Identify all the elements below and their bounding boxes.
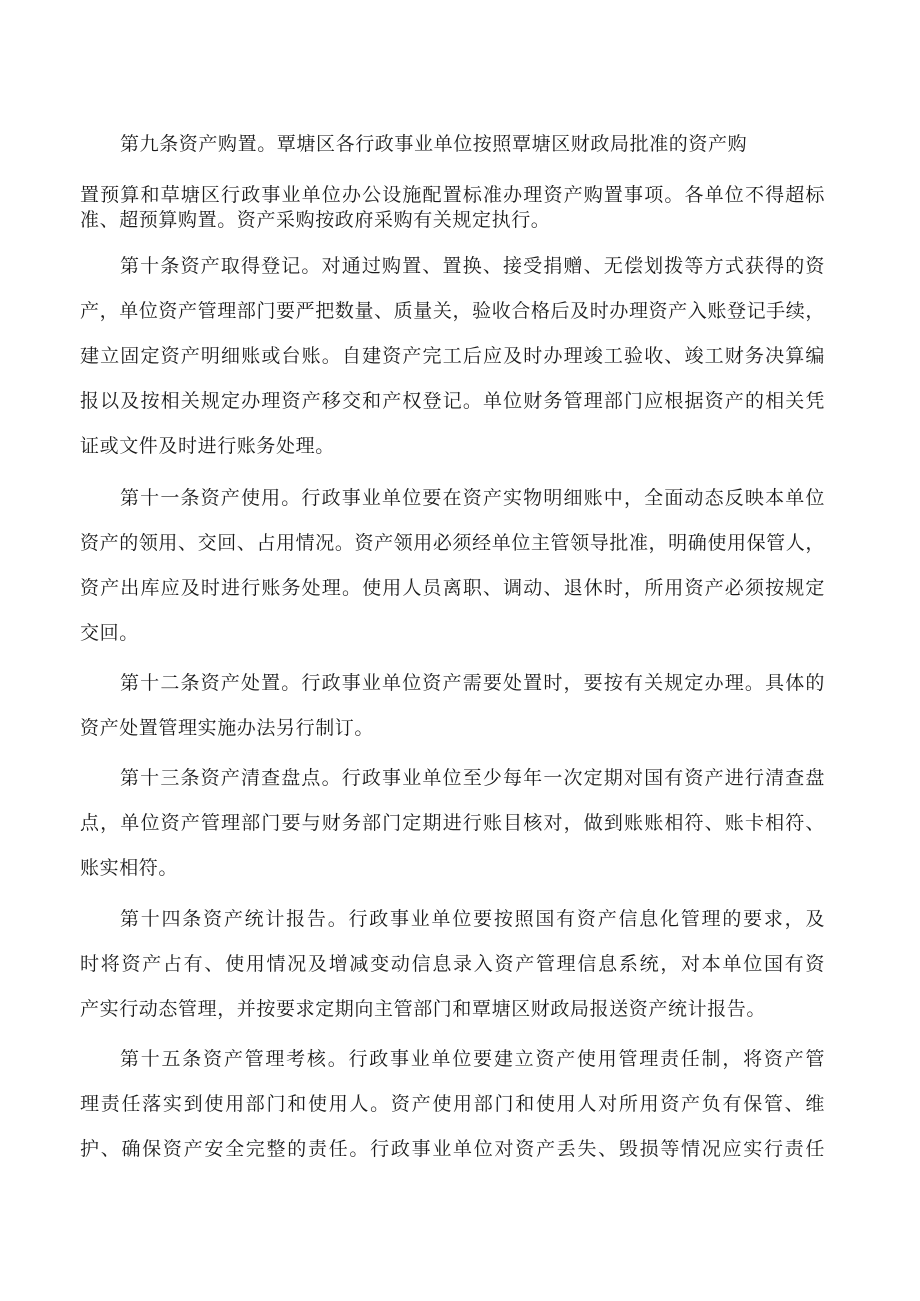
article-10-line-5: 证或文件及时进行账务处理。 [80,435,335,457]
article-13-line-1: 第十三条资产清查盘点。行政事业单位至少每年一次定期对国有资产进行清查盘 [120,767,825,789]
article-11-line-4: 交回。 [80,622,139,644]
article-13-line-2: 点，单位资产管理部门要与财务部门定期进行账目核对，做到账账相符、账卡相符、 [80,812,825,834]
article-15-line-2: 理责任落实到使用部门和使用人。资产使用部门和使用人对所用资产负有保管、维 [80,1093,825,1115]
article-10-line-4: 报以及按相关规定办理资产移交和产权登记。单位财务管理部门应根据资产的相关凭 [80,390,825,412]
article-10-line-3: 建立固定资产明细账或台账。自建资产完工后应及时办理竣工验收、竣工财务决算编 [80,345,825,367]
article-15-line-3: 护、确保资产安全完整的责任。行政事业单位对资产丢失、毁损等情况应实行责任 [80,1138,825,1160]
article-9-line-1: 第九条资产购置。覃塘区各行政事业单位按照覃塘区财政局批准的资产购 [120,133,748,155]
article-14-line-1: 第十四条资产统计报告。行政事业单位要按照国有资产信息化管理的要求，及 [120,908,825,930]
article-9-line-3: 准、超预算购置。资产采购按政府采购有关规定执行。 [80,209,551,231]
article-10-line-2: 产，单位资产管理部门要严把数量、质量关，验收合格后及时办理资产入账登记手续， [80,300,825,322]
article-12-line-2: 资产处置管理实施办法另行制订。 [80,717,375,739]
article-13-line-3: 账实相符。 [80,857,179,879]
article-14-line-3: 产实行动态管理，并按要求定期向主管部门和覃塘区财政局报送资产统计报告。 [80,998,767,1020]
article-9-line-2: 置预算和草塘区行政事业单位办公设施配置标准办理资产购置事项。各单位不得超标 [80,184,825,206]
article-10-line-1: 第十条资产取得登记。对通过购置、置换、接受捐赠、无偿划拨等方式获得的资 [120,255,825,277]
article-11-line-2: 资产的领用、交回、占用情况。资产领用必须经单位主管领导批准，明确使用保管人， [80,532,825,554]
article-15-line-1: 第十五条资产管理考核。行政事业单位要建立资产使用管理责任制，将资产管 [120,1048,825,1070]
article-14-line-2: 时将资产占有、使用情况及增减变动信息录入资产管理信息系统，对本单位国有资 [80,953,825,975]
article-12-line-1: 第十二条资产处置。行政事业单位资产需要处置时，要按有关规定办理。具体的 [120,672,825,694]
article-11-line-3: 资产出库应及时进行账务处理。使用人员离职、调动、退休时，所用资产必须按规定 [80,577,825,599]
article-11-line-1: 第十一条资产使用。行政事业单位要在资产实物明细账中，全面动态反映本单位 [120,487,825,509]
